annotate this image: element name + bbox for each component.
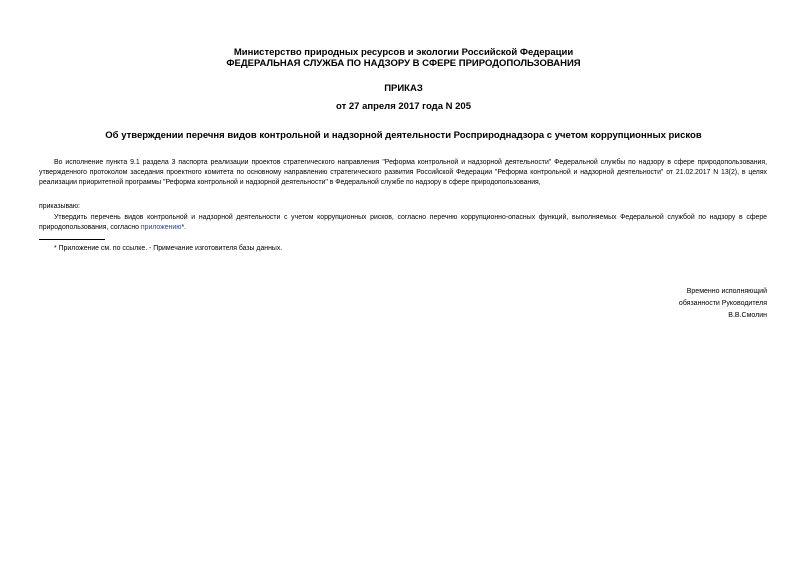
signatory-name: В.В.Смолин (728, 312, 767, 319)
ministry-name: Министерство природных ресурсов и экологии Российской Федерации (233, 47, 574, 58)
order-subject: Об утверждении перечня видов контрольной и надзорной деятельности Росприроднадзора с учетом коррупционных рисков (105, 130, 702, 141)
decision-end: *. (181, 224, 187, 231)
signature-position-line1: Временно исполняющий (686, 288, 767, 295)
footnote-divider (39, 239, 105, 240)
service-name: ФЕДЕРАЛЬНАЯ СЛУЖБА ПО НАДЗОРУ В СФЕРЕ ПРИРОДОПОЛЬЗОВАНИЯ (226, 58, 581, 69)
decision-text: Утвердить перечень видов контрольной и надзорной деятельности с учетом коррупционных рисков, согласно перечню коррупционно-опасных функций, выполняемых Федеральной службой по надзору в сфере природопользования, согласно (39, 214, 767, 231)
appendix-link[interactable]: приложению (140, 224, 182, 231)
preamble-paragraph: Во исполнение пункта 9.1 раздела 3 паспорта реализации проектов стратегического направления "Реформа контрольной и надзорной деятельности" Федеральной службы по надзору в сфере природопользования, утвержденного протоколом заседания проектного комитета по основному направлению стратегического развития Российской Федерации "Реформа контрольной и надзорной деятельности" от 21.02.2017 N 13(2), в целях реализации приоритетной программы "Реформа контрольной и надзорной деятельности" в Федеральной службе по надзору в сфере природопользования, (39, 159, 767, 186)
signature-position-line2: обязанности Руководителя (678, 300, 767, 307)
order-word: приказываю: (39, 203, 80, 210)
order-title: ПРИКАЗ (384, 83, 423, 94)
footnote: * Приложение см. по ссылке. - Примечание изготовителя базы данных. (54, 245, 283, 252)
decision-paragraph (39, 213, 767, 233)
order-date: от 27 апреля 2017 года N 205 (336, 101, 471, 112)
